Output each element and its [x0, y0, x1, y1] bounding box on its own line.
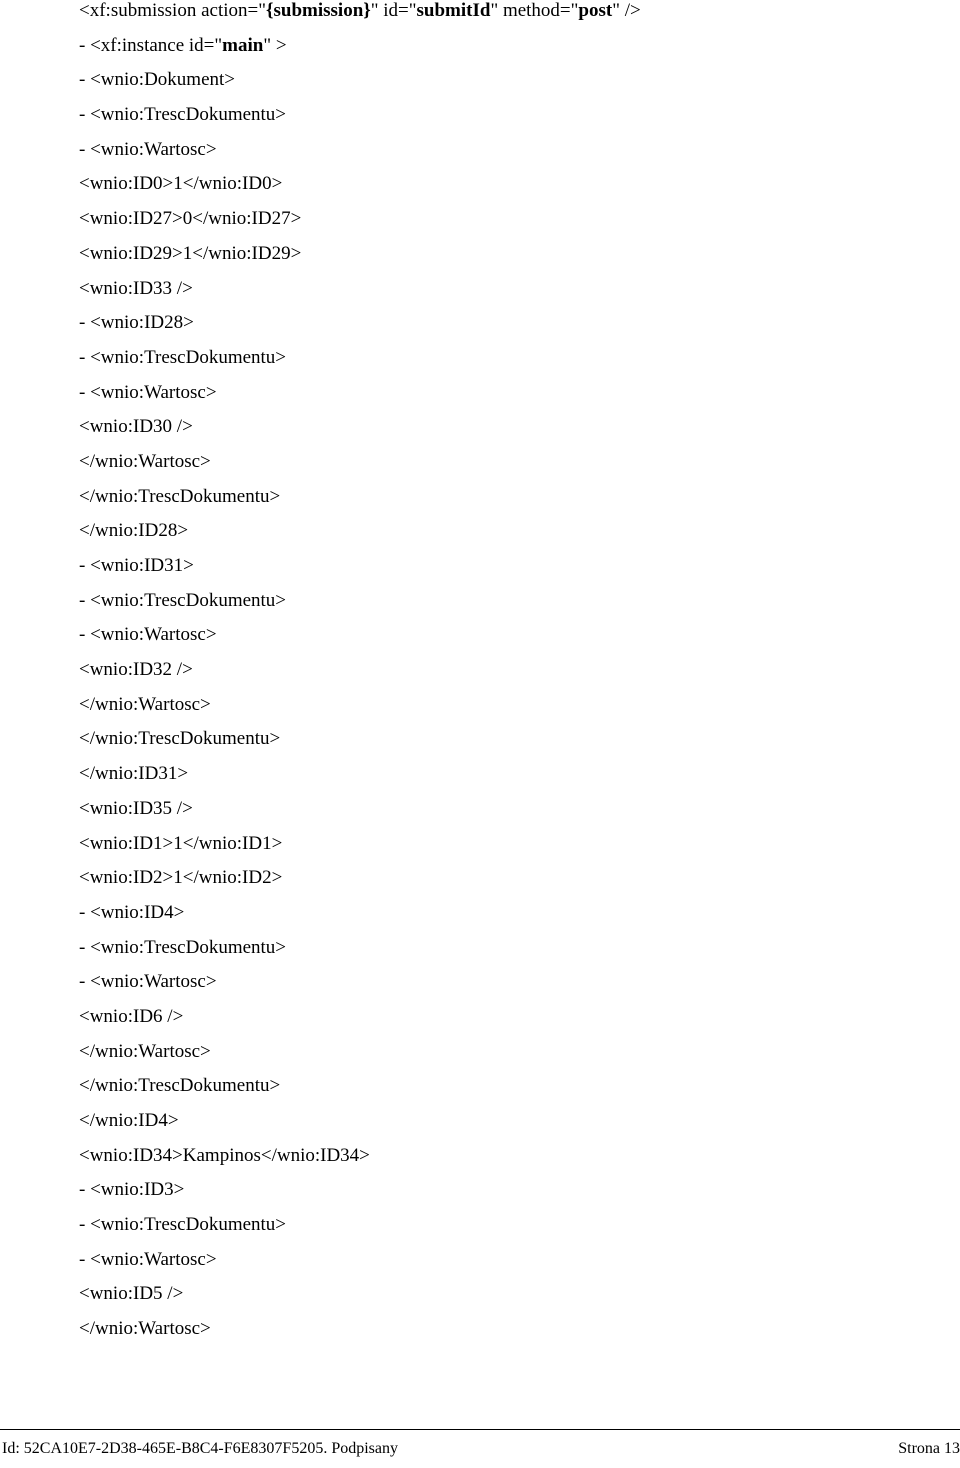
xml-line: <wnio:ID35 /> — [79, 797, 193, 819]
xml-line: - <wnio:TrescDokumentu> — [79, 346, 287, 368]
bold-attr-value: main — [222, 34, 264, 56]
xml-line: - <wnio:Wartosc> — [79, 138, 217, 160]
xml-line: <wnio:ID27>0</wnio:ID27> — [79, 208, 302, 230]
xml-line: <wnio:ID5 /> — [79, 1283, 184, 1305]
xml-line: </wnio:Wartosc> — [79, 693, 211, 715]
xml-line: </wnio:Wartosc> — [79, 1318, 211, 1340]
xml-line: </wnio:ID28> — [79, 520, 189, 542]
bold-attr-value: post — [578, 0, 613, 21]
xml-line: </wnio:TrescDokumentu> — [79, 1075, 281, 1097]
xml-line: <wnio:ID30 /> — [79, 416, 193, 438]
text-part: " id=" — [370, 0, 417, 21]
text-part: <xf:submission action=" — [79, 0, 266, 21]
document-id-label: Id: 52CA10E7-2D38-465E-B8C4-F6E8307F5205. Podpisany — [2, 1440, 398, 1457]
bold-attr-value: submitId — [416, 0, 491, 21]
xml-line: </wnio:ID4> — [79, 1110, 179, 1131]
xml-line: </wnio:TrescDokumentu> — [79, 485, 281, 507]
xml-line: - <wnio:TrescDokumentu> — [79, 1214, 287, 1236]
xml-line: - <wnio:ID31> — [79, 555, 194, 576]
page-footer — [0, 1429, 960, 1461]
xml-line: - <wnio:Wartosc> — [79, 971, 217, 993]
bold-attr-value: {submission} — [266, 0, 371, 21]
xml-line: - <wnio:Wartosc> — [79, 1248, 217, 1270]
xml-line: - <wnio:TrescDokumentu> — [79, 104, 287, 126]
xml-line-instance — [79, 35, 641, 70]
xml-line: </wnio:TrescDokumentu> — [79, 728, 281, 750]
xml-line: <wnio:ID34>Kampinos</wnio:ID34> — [79, 1144, 370, 1166]
xml-listing — [79, 0, 641, 1353]
xml-line: - <wnio:Wartosc> — [79, 624, 217, 646]
xml-line: - <wnio:Wartosc> — [79, 381, 217, 403]
xml-line: <wnio:ID29>1</wnio:ID29> — [79, 242, 302, 264]
xml-line: <wnio:ID1>1</wnio:ID1> — [79, 832, 283, 854]
xml-line: - <wnio:Dokument> — [79, 69, 235, 91]
xml-line: </wnio:Wartosc> — [79, 450, 211, 472]
xml-line: <wnio:ID2>1</wnio:ID2> — [79, 867, 283, 889]
xml-line: </wnio:Wartosc> — [79, 1040, 211, 1062]
xml-line: - <wnio:TrescDokumentu> — [79, 589, 287, 611]
xml-line: - <wnio:ID3> — [79, 1179, 185, 1201]
xml-line: <wnio:ID32 /> — [79, 659, 193, 681]
text-part: - <xf:instance id=" — [79, 34, 223, 56]
xml-line: - <wnio:ID28> — [79, 312, 194, 334]
text-part: " > — [263, 34, 287, 56]
page-number: Strona 13 — [898, 1440, 960, 1457]
xml-line: <wnio:ID0>1</wnio:ID0> — [79, 173, 283, 195]
xml-line: - <wnio:ID4> — [79, 901, 185, 923]
text-part: " /> — [612, 0, 641, 21]
xml-line: <wnio:ID33 /> — [79, 277, 193, 299]
xml-line: </wnio:ID31> — [79, 763, 189, 785]
xml-line: - <wnio:TrescDokumentu> — [79, 936, 287, 958]
xml-line: <wnio:ID6 /> — [79, 1005, 184, 1027]
text-part: " method=" — [490, 0, 579, 21]
xml-line-submission — [79, 0, 641, 35]
